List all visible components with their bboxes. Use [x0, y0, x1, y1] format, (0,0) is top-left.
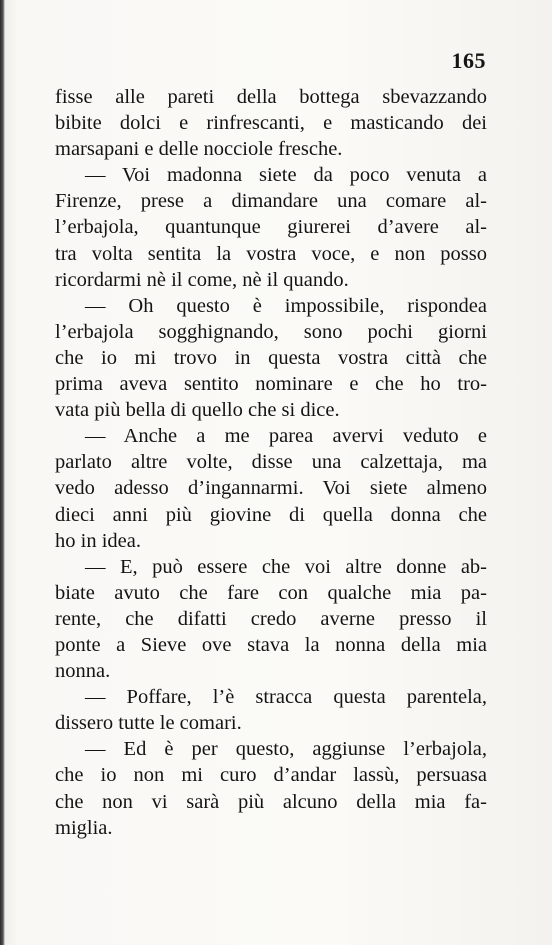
text-line: biate avuto che fare con qualche mia pa-	[55, 581, 487, 604]
text-line: dissero tutte le comari.	[55, 712, 242, 735]
text-line: parlato altre volte, disse una calzettaja, ma	[55, 451, 487, 474]
text-line: l’erbajola sogghignando, sono pochi giorni	[55, 320, 487, 343]
body-text	[55, 84, 487, 841]
text-line: vata più bella di quello che si dice.	[55, 399, 340, 422]
text-line: marsapani e delle nocciole fresche.	[55, 138, 343, 161]
text-line: — Poffare, l’è stracca questa parentela,	[85, 686, 487, 709]
text-line: — Oh questo è impossibile, rispondea	[85, 294, 487, 317]
text-line: — Anche a me parea avervi veduto e	[85, 425, 487, 448]
page-number: 165	[451, 48, 486, 73]
text-line: tra volta sentita la vostra voce, e non posso	[55, 242, 487, 265]
text-line: rente, che difatti credo averne presso il	[55, 607, 487, 630]
text-line: — Ed è per questo, aggiunse l’erbajola,	[85, 738, 487, 761]
text-line: — E, può essere che voi altre donne ab-	[85, 555, 487, 578]
text-line: miglia.	[55, 816, 113, 839]
text-line: che io mi trovo in questa vostra città che	[55, 346, 487, 369]
text-line: fisse alle pareti della bottega sbevazzando	[55, 86, 487, 108]
text-line: prima aveva sentito nominare e che ho tro-	[55, 373, 487, 396]
text-line: ponte a Sieve ove stava la nonna della mia	[55, 633, 487, 656]
text-line: — Voi madonna siete da poco venuta a	[85, 164, 487, 187]
text-line: vedo adesso d’ingannarmi. Voi siete almeno	[55, 477, 487, 500]
text-line: l’erbajola, quantunque giurerei d’avere al-	[55, 216, 487, 239]
text-line: Firenze, prese a dimandare una comare al-	[55, 190, 487, 213]
text-line: che io non mi curo d’andar lassù, persuasa	[55, 764, 487, 787]
text-line: ricordarmi nè il come, nè il quando.	[55, 268, 349, 291]
text-line: dieci anni più giovine di quella donna che	[55, 503, 487, 526]
text-line: nonna.	[55, 660, 111, 683]
text-line: che non vi sarà più alcuno della mia fa-	[55, 790, 487, 813]
text-line: ho in idea.	[55, 529, 141, 552]
binding-edge	[0, 0, 5, 945]
text-line: bibite dolci e rinfrescanti, e masticando dei	[55, 112, 487, 135]
